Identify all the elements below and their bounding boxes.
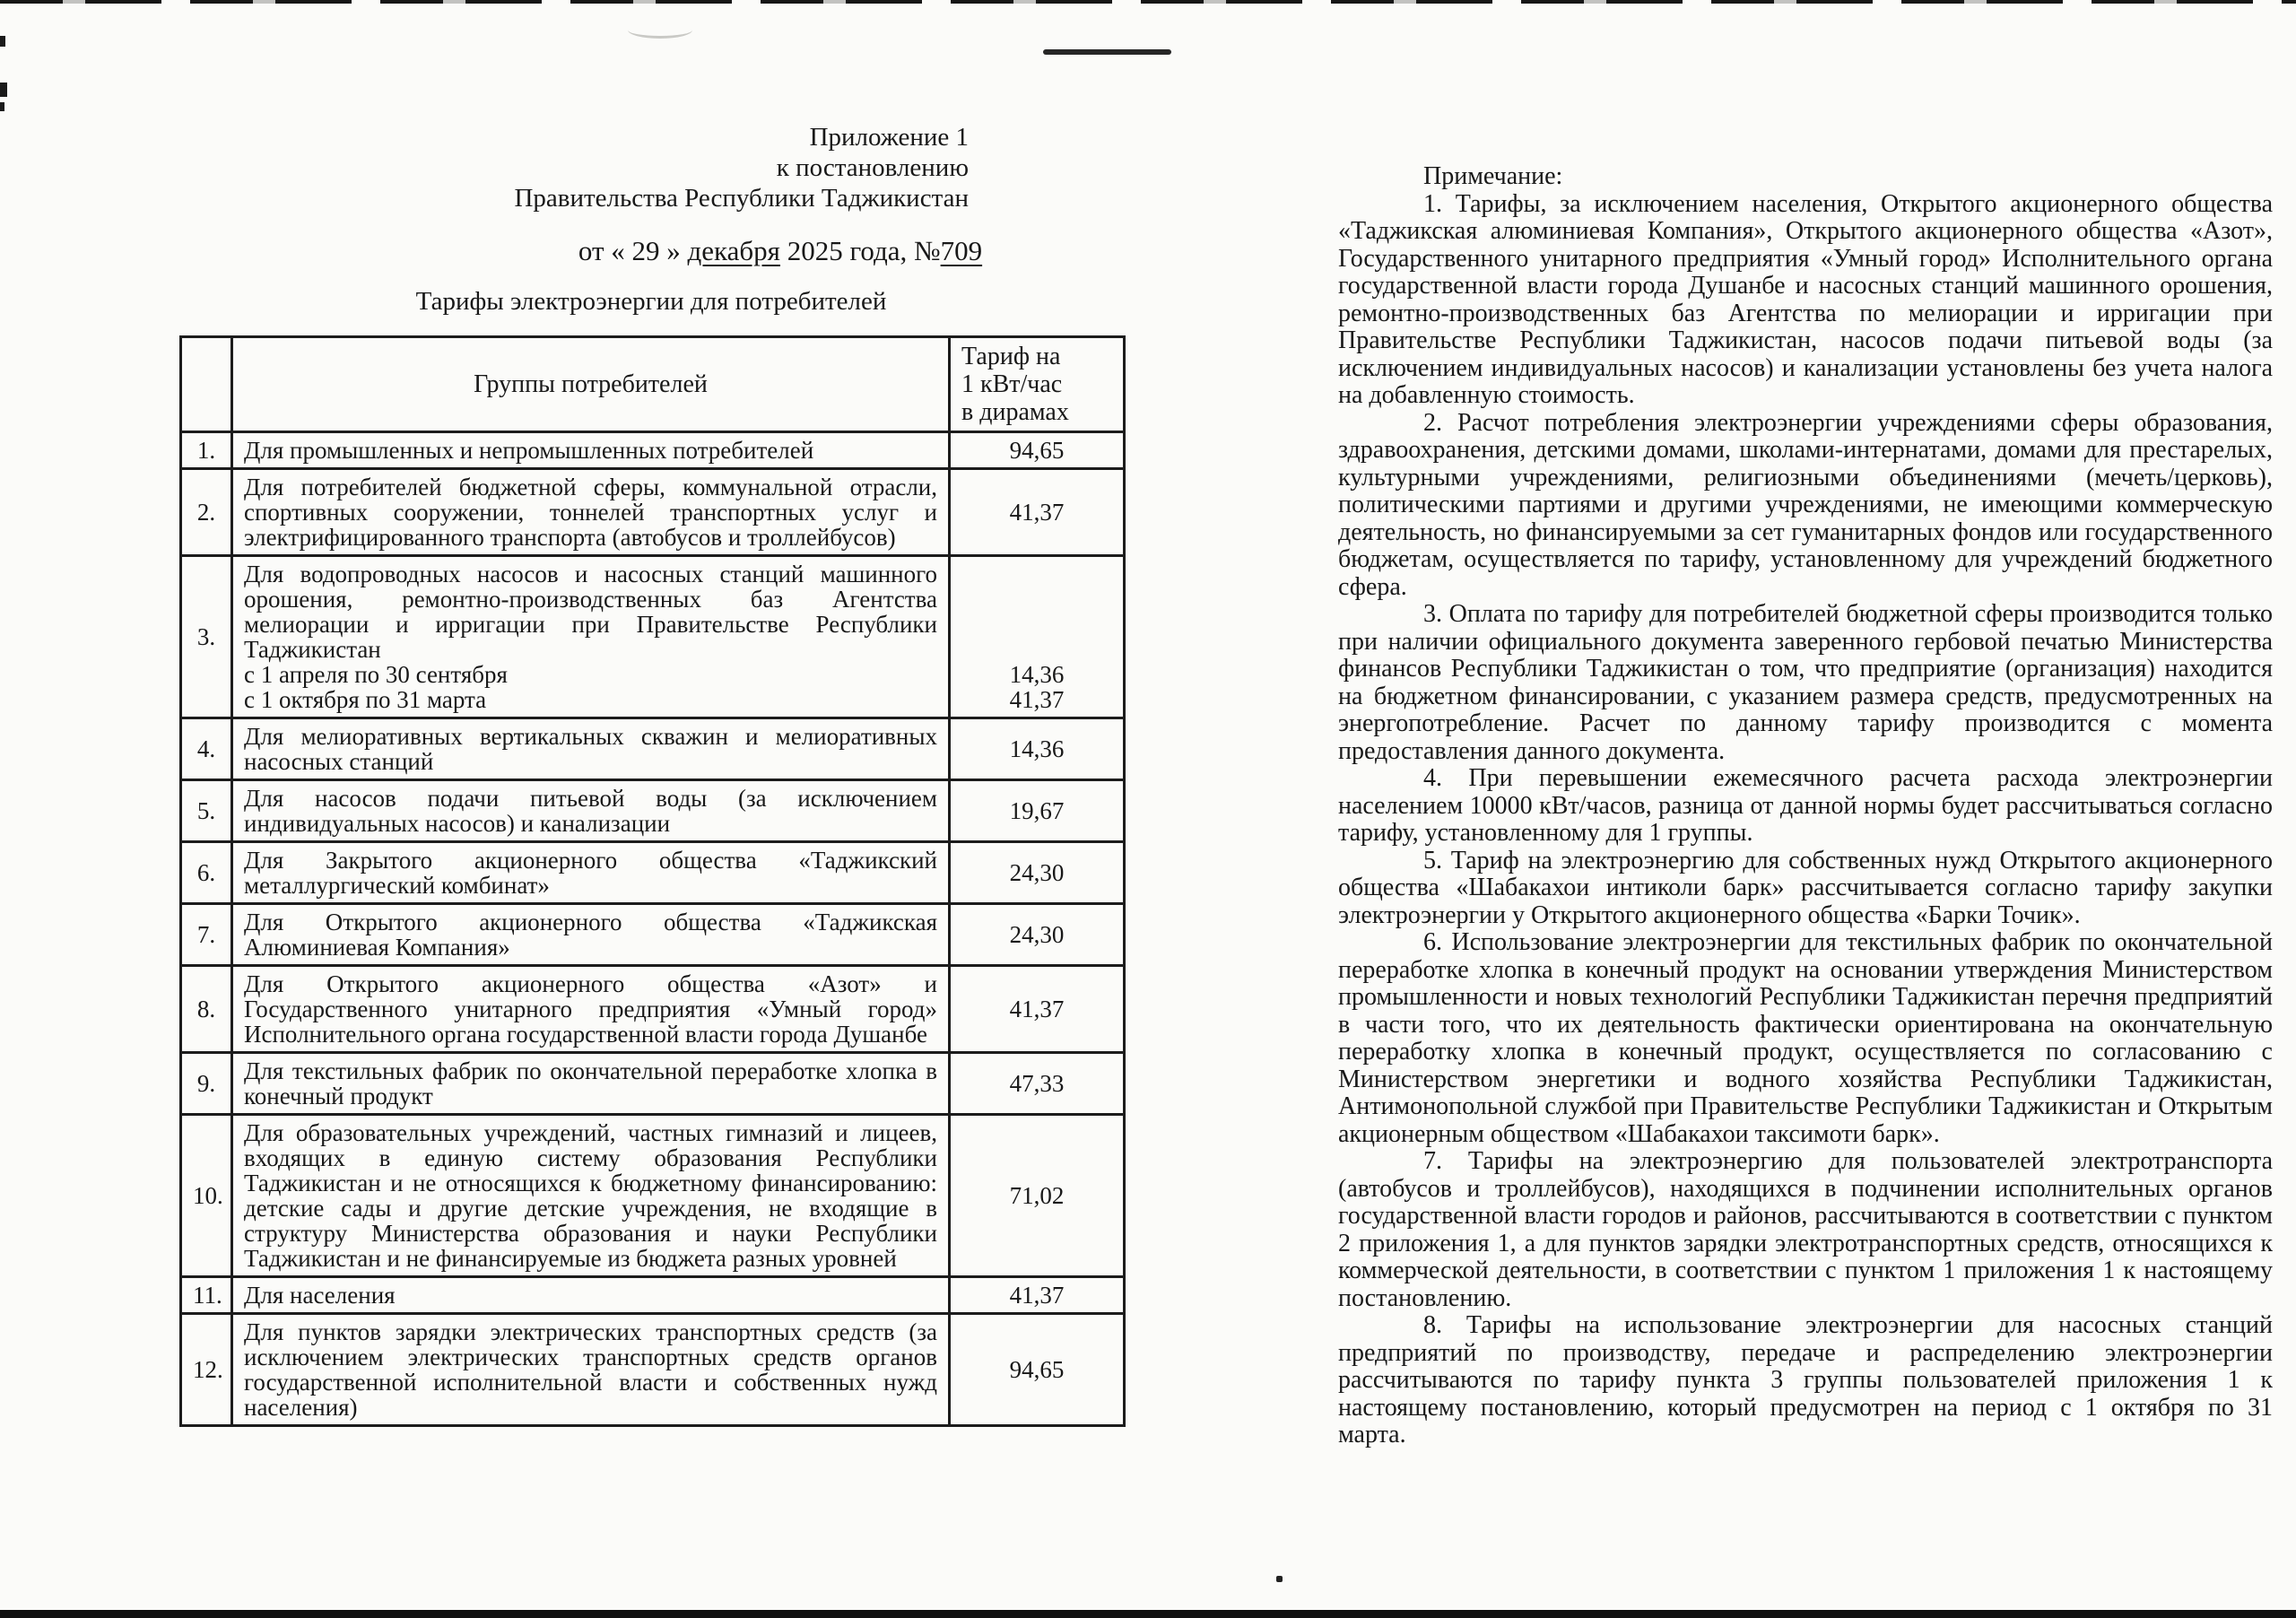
row-number: 5.: [181, 780, 232, 842]
table-row: [181, 432, 1125, 469]
tariff-cell: [950, 556, 1125, 718]
row-number: 11.: [181, 1277, 232, 1314]
note-item-6: 6. Использование электроэнергии для текстильных фабрик по окончательной переработке хлопка в конечный продукт на основании утверждения Министерством промышленности и новых технологий Республики Таджикистан перечня предприятий в части того, что их деятельность фактически ориентирована на окончательную переработку хлопка в конечный продукт, осуществляется по согласованию с Министерством энергетики и водного хозяйства Республики Таджикистан, Антимонопольной службой при Правительстве Республики Таджикистан и Открытым акционерным обществом «Шабакахои таксимоти барк».: [1338, 928, 2273, 1148]
table-row: [181, 1115, 1125, 1277]
appendix-header-line-1: Приложение 1: [809, 123, 969, 152]
note-item-3: 3. Оплата по тарифу для потребителей бюджетной сферы производится только при наличии официального документа заверенного гербовой печатью Министерства финансов Республики Таджикистан о том, что предприятие (организация) находится на бюджетном финансировании, с указанием размера средств, предусмотренных на энергопотребление. Расчет по данному тарифу производится с момента предоставления данного документа.: [1338, 600, 2273, 765]
consumer-group-cell: Для потребителей бюджетной сферы, коммунальной отрасли, спортивных сооружении, тоннелей транспортных услуг и электрифицированного транспорта (автобусов и троллейбусов): [232, 469, 950, 556]
tariff-header-line: 1 кВт/час: [961, 370, 1063, 398]
consumer-group-cell: Для текстильных фабрик по окончательной переработке хлопка в конечный продукт: [232, 1053, 950, 1115]
consumer-group-cell: Для мелиоративных вертикальных скважин и мелиоративных насосных станций: [232, 718, 950, 780]
column-header-number: [181, 337, 232, 432]
table-row: [181, 1053, 1125, 1115]
tariff-cell: 94,65: [950, 432, 1125, 469]
note-item-1: 1. Тарифы, за исключением населения, Открытого акционерного общества «Таджикская алюминиевая Компания», Открытого акционерного общества «Азот», Государственного унитарного предприятия «Умный город» Исполнительного органа государственной власти города Душанбе и насосных станций машинного орошения, ремонтно-производственных баз Агентства по мелиорации и ирригации при Правительстве Республики Таджикистан, насосов подачи питьевой воды (за исключением индивидуальных насосов) и канализации установлены без учета налога на добавленную стоимость.: [1338, 189, 2273, 409]
tariff-value-winter: 41,37: [1009, 686, 1065, 713]
document-title: Тарифы электроэнергии для потребителей: [415, 287, 887, 316]
consumer-group-cell: Для населения: [232, 1277, 950, 1314]
scan-artifact-dash: [1043, 49, 1171, 55]
row-number: 10.: [181, 1115, 232, 1277]
tariff-header-line: в дирамах: [961, 398, 1069, 426]
note-item-2: 2. Расчот потребления электроэнергии учреждениями сферы образования, здравоохранения, детскими домами, школами-интернатами, домами для престарелых, культурными учреждениями, религиозными объединениями (мечеть/церковь), политическими партиями и другими учреждениями, не имеющими коммерческую деятельность, но финансируемыми за сет гуманитарных фондов или государственного бюджетам, осуществляется по тарифу, установленному для учреждений бюджетного сфера.: [1338, 408, 2273, 601]
consumer-group-cell: Для Открытого акционерного общества «Таджикская Алюминиевая Компания»: [232, 904, 950, 966]
tariff-header-line: Тариф на: [961, 343, 1061, 370]
appendix-header-line-3: Правительства Республики Таджикистан: [514, 184, 969, 213]
appendix-header-line-2: к постановлению: [776, 153, 969, 182]
table-row: [181, 556, 1125, 718]
consumer-group-cell: Для пунктов зарядки электрических транспортных средств (за исключением электрических транспортных средств органов государственной исполнительной власти и собственных нужд населения): [232, 1314, 950, 1426]
note-item-8: 8. Тарифы на использование электроэнергии для насосных станций предприятий по производству, передаче и распределению электроэнергии рассчитываются по тарифу пункта 3 группы пользователей приложения 1 к настоящему постановлению, который предусмотрен на период с 1 октября по 31 марта.: [1338, 1311, 2273, 1448]
consumer-group-cell: Для насосов подачи питьевой воды (за исключением индивидуальных насосов) и канализации: [232, 780, 950, 842]
table-row: [181, 904, 1125, 966]
note-item-7: 7. Тарифы на электроэнергию для пользователей электротранспорта (автобусов и троллейбусов), находящихся в подчинении исполнительных органов государственной власти городов и районов, рассчитываются в соответствии с пунктом 2 приложения 1, а для пунктов зарядки электротранспортных средств, относящихся к коммерческой деятельности, в соответствии с пунктом 1 приложения 1 к настоящему постановлению.: [1338, 1147, 2273, 1312]
table-row: [181, 842, 1125, 904]
tariff-cell: 94,65: [950, 1314, 1125, 1426]
consumer-group-text: Для водопроводных насосов и насосных станций машинного орошения, ремонтно-производственных баз Агентства мелиорации и ирригации при Правительстве Республики Таджикистан: [244, 561, 937, 663]
row-number: 4.: [181, 718, 232, 780]
table-row: [181, 718, 1125, 780]
notes-heading: Примечание:: [1423, 162, 1563, 190]
row-number: 2.: [181, 469, 232, 556]
date-month-underlined: декабря: [687, 235, 780, 266]
row-number: 12.: [181, 1314, 232, 1426]
row-number: 8.: [181, 966, 232, 1053]
table-header-row: [181, 337, 1125, 432]
tariff-value-summer: 14,36: [1009, 661, 1065, 688]
table-row: [181, 469, 1125, 556]
column-header-groups: Группы потребителей: [232, 337, 950, 432]
tariff-cell: 41,37: [950, 966, 1125, 1053]
decree-date-line: [466, 235, 1094, 267]
row-number: 6.: [181, 842, 232, 904]
tariff-cell: 14,36: [950, 718, 1125, 780]
notes-section: [1338, 163, 2273, 1449]
season-period-line: с 1 апреля по 30 сентября: [244, 661, 508, 688]
scan-artifact-dot: [1276, 1576, 1283, 1582]
row-number: 7.: [181, 904, 232, 966]
table-row: [181, 1277, 1125, 1314]
tariff-cell: 24,30: [950, 842, 1125, 904]
scan-artifact-squiggle: [628, 22, 692, 39]
table-row: [181, 780, 1125, 842]
date-middle: 2025 года, №: [779, 235, 941, 266]
row-number: 9.: [181, 1053, 232, 1115]
consumer-group-cell: Для промышленных и непромышленных потребителей: [232, 432, 950, 469]
decree-number-underlined: 709: [940, 235, 983, 266]
column-header-tariff: [950, 337, 1125, 432]
note-item-4: 4. При перевышении ежемесячного расчета расхода электроэнергии населением 10000 кВт/часов, разница от данной нормы будет рассчитываться согласно тарифу, установленному для 1 группы.: [1338, 764, 2273, 847]
tariff-cell: 41,37: [950, 469, 1125, 556]
appendix-header: [251, 122, 969, 213]
season-period-line: с 1 октября по 31 марта: [244, 686, 487, 713]
tariff-cell: 19,67: [950, 780, 1125, 842]
row-number: 1.: [181, 432, 232, 469]
scan-artifact-speck: [0, 102, 4, 111]
date-prefix: от « 29 »: [578, 235, 688, 266]
tariff-cell: 71,02: [950, 1115, 1125, 1277]
scan-artifact-speck: [0, 83, 7, 97]
tariff-cell: 47,33: [950, 1053, 1125, 1115]
consumer-group-cell: Для Закрытого акционерного общества «Таджикский металлургический комбинат»: [232, 842, 950, 904]
consumer-group-cell: Для образовательных учреждений, частных гимназий и лицеев, входящих в единую систему образования Республики Таджикистан и не относящихся к бюджетному финансированию: детские сады и другие детские учреждения, не входящие в структуру Министерства образования и науки Республики Таджикистан и не финансируемые из бюджета разных уровней: [232, 1115, 950, 1277]
note-item-5: 5. Тариф на электроэнергию для собственных нужд Открытого акционерного общества «Шабакахои интиколи барк» рассчитывается согласно тарифу закупки электроэнергии у Открытого акционерного общества «Барки Точик».: [1338, 846, 2273, 929]
tariff-table: [179, 335, 1126, 1427]
scan-artifact-bottom-edge: [0, 1610, 2296, 1618]
tariff-cell: 24,30: [950, 904, 1125, 966]
tariff-cell: 41,37: [950, 1277, 1125, 1314]
scan-artifact-speck: [0, 36, 5, 47]
consumer-group-cell: Для Открытого акционерного общества «Азот» и Государственного унитарного предприятия «Умный город» Исполнительного органа государственной власти города Душанбе: [232, 966, 950, 1053]
table-row: [181, 966, 1125, 1053]
row-number: 3.: [181, 556, 232, 718]
table-row: [181, 1314, 1125, 1426]
scan-artifact-top-edge: [0, 0, 2296, 4]
consumer-group-cell: [232, 556, 950, 718]
